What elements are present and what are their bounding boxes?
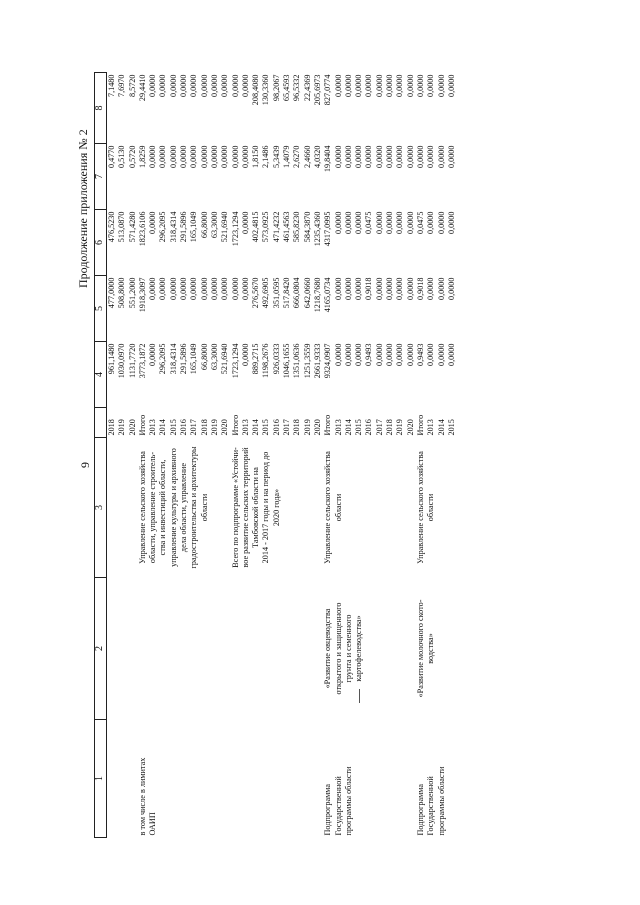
program-label-line: Государственной [426, 776, 436, 836]
executor-line: 2014 - 2017 годы и на период до [261, 451, 271, 564]
header-col-3: 3 [95, 438, 107, 578]
value-cell: 19,8404 [323, 145, 333, 173]
program-label-line: Государственной [333, 776, 343, 836]
value-cell: 1918,3097 [137, 277, 147, 313]
year-cell: 2019 [117, 419, 127, 436]
value-cell: 291,5896 [179, 343, 189, 375]
value-cell: 961,1480 [107, 343, 116, 375]
value-cell: 0,0000 [385, 211, 395, 235]
value-cell: 0,0000 [168, 145, 178, 169]
year-cell: 2016 [364, 419, 374, 436]
year-cell: Итого [415, 414, 425, 436]
executor-line: 2020 года» [271, 488, 281, 527]
header-col-8: 8 [95, 73, 107, 144]
executor-line: ства и инвестиций области, [158, 459, 168, 556]
value-cell: 0,9018 [415, 277, 425, 301]
value-cell: 0,0000 [354, 277, 364, 301]
value-cell: 0,0000 [364, 74, 374, 98]
program-label [138, 720, 231, 838]
value-cell: 0,0000 [333, 211, 343, 235]
value-cell: 0,0000 [385, 277, 395, 301]
value-cell: 0,0000 [436, 343, 446, 367]
value-cell: 165,1049 [189, 211, 199, 243]
value-cell: 1823,6106 [137, 211, 147, 247]
value-cell: 1,8259 [137, 145, 147, 169]
executor-line: области [426, 493, 436, 522]
value-cell: 0,0000 [199, 277, 209, 301]
continuation-heading: Продолжение приложения № 2 [76, 129, 90, 288]
program-label-line: Подпрограмма [415, 783, 425, 836]
value-cell: 0,0000 [446, 145, 456, 169]
value-cell: 29,4410 [137, 74, 147, 102]
value-cell: 3773,1872 [137, 343, 147, 379]
value-cell: 1198,2676 [261, 343, 271, 378]
value-cell: 0,0000 [199, 145, 209, 169]
executor-line: Всего по подпрограмме «Устойчи- [230, 447, 240, 568]
value-cell: 0,0000 [426, 211, 436, 235]
year-cell: 2014 [436, 419, 446, 436]
value-cell: 0,0000 [426, 74, 436, 98]
value-cell: 0,0475 [415, 211, 425, 235]
value-cell: 0,0000 [333, 145, 343, 169]
executor-line: Тамбовской области на [251, 467, 261, 548]
value-cell: 0,0000 [240, 74, 250, 98]
year-cell: Итого [230, 414, 240, 436]
year-cell: 2018 [385, 419, 395, 436]
value-cell: 517,8420 [282, 277, 292, 309]
year-cell: Итого [137, 414, 147, 436]
program-label [231, 720, 324, 838]
value-cell: 521,6940 [220, 343, 230, 375]
subprogram-name-line: «Развитие молочного ското- [415, 599, 425, 698]
value-cell: 0,0000 [168, 74, 178, 98]
value-cell: 571,4280 [127, 211, 137, 243]
value-cell: 0,0000 [405, 211, 415, 235]
value-cell: 1,8150 [251, 145, 261, 169]
program-label-line: в том числе в лимитах [137, 757, 147, 836]
value-cell: 0,0475 [364, 211, 374, 235]
executor [138, 438, 231, 578]
value-cell: 1131,7720 [127, 343, 137, 378]
executor [231, 438, 324, 578]
value-cell: 585,8230 [292, 211, 302, 243]
value-cell: 0,0000 [148, 145, 158, 169]
value-cell: 471,4232 [271, 211, 281, 243]
value-cell: 0,0000 [364, 145, 374, 169]
year-cell: Итого [323, 414, 333, 436]
value-cell: 0,0000 [446, 74, 456, 98]
executor-line: области, управление строитель- [148, 451, 158, 564]
page-number: 9 [78, 462, 92, 468]
value-cell: 0,0000 [230, 74, 240, 98]
value-cell: 0,0000 [158, 145, 168, 169]
value-cell: 4,0320 [312, 145, 322, 169]
value-cell: 208,4080 [251, 74, 261, 106]
value-cell: 1723,1294 [230, 211, 240, 247]
value-cell: 0,0000 [168, 277, 178, 301]
year-cell: 2020 [220, 419, 230, 436]
program-label-line: программы области [343, 766, 353, 836]
value-cell: 476,5230 [107, 211, 116, 243]
value-cell: 0,0000 [148, 343, 158, 367]
value-cell: 0,0000 [220, 145, 230, 169]
value-cell: 66,8000 [199, 343, 209, 371]
executor-line: Управление сельского хозяйства [137, 451, 147, 564]
value-cell: 0,5720 [127, 145, 137, 169]
value-cell: 0,0000 [374, 343, 384, 367]
value-cell: 0,0000 [354, 343, 364, 367]
value-cell: 0,0000 [374, 74, 384, 98]
value-cell: 2,1486 [261, 145, 271, 169]
budget-table [94, 72, 457, 838]
value-cell: 584,3870 [302, 211, 312, 243]
value-cell: 461,4563 [282, 211, 292, 243]
table-row [138, 73, 148, 838]
value-cell: 0,0000 [385, 74, 395, 98]
value-cell: 0,0000 [354, 211, 364, 235]
value-cell: 0,0000 [405, 74, 415, 98]
value-cell: 0,0000 [189, 277, 199, 301]
header-row [95, 73, 107, 838]
value-cell: 0,0000 [426, 343, 436, 367]
value-cell: 0,0000 [354, 74, 364, 98]
value-cell: 7,1480 [107, 74, 116, 98]
executor-line: области [199, 493, 209, 522]
subprogram-name-line: картофелеводства» [354, 615, 364, 682]
value-cell: 0,5130 [117, 145, 127, 169]
value-cell: 0,0000 [395, 277, 405, 301]
value-cell: 0,0000 [343, 277, 353, 301]
year-cell: 2019 [395, 419, 405, 436]
year-cell: 2020 [312, 419, 322, 436]
year-cell: 2018 [107, 419, 116, 436]
value-cell: 0,0000 [436, 211, 446, 235]
table-row [416, 73, 426, 838]
value-cell: 0,0000 [446, 277, 456, 301]
value-cell: 0,0000 [395, 343, 405, 367]
year-cell: 2015 [261, 419, 271, 436]
year-cell: 2017 [189, 419, 199, 436]
value-cell: 8,5720 [127, 74, 137, 98]
value-cell: 0,0000 [405, 145, 415, 169]
value-cell: 0,0000 [333, 74, 343, 98]
value-cell: 1251,3559 [302, 343, 312, 379]
subprogram-name [107, 578, 138, 720]
value-cell: 0,0000 [385, 343, 395, 367]
value-cell: 0,0000 [405, 277, 415, 301]
value-cell: 7,6970 [117, 74, 127, 98]
value-cell: 0,0000 [148, 277, 158, 301]
header-col-year [95, 408, 107, 438]
header-col-2: 2 [95, 578, 107, 720]
value-cell: 0,0000 [230, 145, 240, 169]
value-cell: 0,0000 [230, 277, 240, 301]
value-cell: 0,9493 [415, 343, 425, 367]
value-cell: 0,0000 [148, 211, 158, 235]
subprogram-name [138, 578, 231, 720]
value-cell: 0,0000 [343, 74, 353, 98]
value-cell: 0,0000 [343, 145, 353, 169]
value-cell: 0,0000 [189, 74, 199, 98]
value-cell: 0,4770 [107, 145, 116, 169]
value-cell: 1351,0636 [292, 343, 302, 379]
value-cell: 0,0000 [426, 277, 436, 301]
subprogram-name [231, 578, 324, 720]
value-cell: 0,0000 [405, 343, 415, 367]
value-cell: 0,0000 [209, 145, 219, 169]
value-cell: 0,0000 [179, 145, 189, 169]
subprogram-name [323, 578, 416, 720]
executor-line: вое развитие сельских территорий [240, 447, 250, 568]
value-cell: 296,2095 [158, 211, 168, 243]
year-cell: 2014 [158, 419, 168, 436]
value-cell: 889,2715 [251, 343, 261, 375]
value-cell: 0,0000 [240, 145, 250, 169]
value-cell: 0,0000 [446, 343, 456, 367]
value-cell: 276,5670 [251, 277, 261, 309]
value-cell: 0,0000 [209, 74, 219, 98]
year-cell: 2018 [199, 419, 209, 436]
value-cell: 96,5332 [292, 74, 302, 102]
value-cell: 351,0595 [271, 277, 281, 309]
value-cell: 0,0000 [446, 211, 456, 235]
year-cell: 2020 [127, 419, 137, 436]
executor-line: Управление сельского хозяйства [323, 451, 333, 564]
value-cell: 0,0000 [240, 277, 250, 301]
subprogram-name-line: водства» [426, 633, 436, 664]
value-cell: 492,6905 [261, 277, 271, 309]
value-cell: 0,0000 [415, 74, 425, 98]
value-cell: 1030,0970 [117, 343, 127, 379]
value-cell: 165,1049 [189, 343, 199, 375]
value-cell: 0,0000 [158, 277, 168, 301]
value-cell: 477,0000 [107, 277, 116, 309]
subprogram-name-line: открытого и защищенного [333, 602, 343, 695]
value-cell: 2,4660 [302, 145, 312, 169]
table-row [107, 73, 118, 838]
year-cell: 2017 [374, 419, 384, 436]
value-cell: 0,0000 [220, 277, 230, 301]
value-cell: 0,0000 [189, 145, 199, 169]
value-cell: 0,0000 [333, 277, 343, 301]
year-cell: 2013 [333, 419, 343, 436]
year-cell: 2019 [209, 419, 219, 436]
value-cell: 318,4314 [168, 343, 178, 375]
executor-line: области [333, 493, 343, 522]
program-label [323, 720, 416, 838]
value-cell: 551,2000 [127, 277, 137, 309]
value-cell: 0,0000 [426, 145, 436, 169]
value-cell: 0,0000 [158, 74, 168, 98]
table-body [107, 73, 458, 838]
value-cell: 0,0000 [385, 145, 395, 169]
value-cell: 0,0000 [436, 145, 446, 169]
value-cell: 65,4593 [282, 74, 292, 102]
value-cell: 66,8000 [199, 211, 209, 239]
value-cell: 318,4314 [168, 211, 178, 243]
executor-line: градостроительства и архитектуры [189, 446, 199, 569]
program-label-line: программы области [436, 766, 446, 836]
header-col-1: 1 [95, 720, 107, 838]
year-cell: 2015 [168, 419, 178, 436]
value-cell: 0,0000 [343, 211, 353, 235]
value-cell: 508,8000 [117, 277, 127, 309]
subprogram-name-line: «Развитие овцеводства [323, 608, 333, 689]
year-cell: 2018 [292, 419, 302, 436]
executor [107, 438, 138, 578]
value-cell: 63,3000 [209, 211, 219, 239]
value-cell: 2,6270 [292, 145, 302, 169]
value-cell: 0,0000 [209, 277, 219, 301]
value-cell: 205,6973 [312, 74, 322, 106]
executor-line: дела области, управление [179, 462, 189, 553]
header-col-5: 5 [95, 276, 107, 342]
value-cell: 0,0000 [374, 211, 384, 235]
value-cell: 0,9493 [364, 343, 374, 367]
table-row [231, 73, 241, 838]
value-cell: 0,0000 [354, 145, 364, 169]
value-cell: 0,0000 [343, 343, 353, 367]
value-cell: 0,0000 [179, 74, 189, 98]
program-label [107, 720, 138, 838]
value-cell: 0,0000 [179, 277, 189, 301]
year-cell: 2013 [240, 419, 250, 436]
value-cell: 642,0660 [302, 277, 312, 309]
header-col-4: 4 [95, 342, 107, 408]
value-cell: 573,0925 [261, 211, 271, 243]
year-cell: 2014 [343, 419, 353, 436]
value-cell: 0,0000 [220, 74, 230, 98]
value-cell: 0,0000 [199, 74, 209, 98]
value-cell: 402,4815 [251, 211, 261, 243]
value-cell: 0,0000 [395, 211, 405, 235]
year-cell: 2013 [426, 419, 436, 436]
value-cell: 1046,1655 [282, 343, 292, 379]
value-cell: 4317,0995 [323, 211, 333, 247]
value-cell: 0,0000 [395, 145, 405, 169]
subprogram-name [416, 578, 457, 720]
header-col-7: 7 [95, 144, 107, 210]
program-label [416, 720, 457, 838]
value-cell: 1218,7680 [312, 277, 322, 313]
rotated-document-page [74, 68, 564, 848]
value-cell: 98,2067 [271, 74, 281, 102]
year-cell: 2020 [405, 419, 415, 436]
value-cell: 296,2095 [158, 343, 168, 375]
value-cell: 4165,0734 [323, 277, 333, 313]
value-cell: 9324,0907 [323, 343, 333, 379]
value-cell: 0,0000 [436, 74, 446, 98]
value-cell: 0,0000 [415, 145, 425, 169]
value-cell: 63,3000 [209, 343, 219, 371]
executor-line: Управление сельского хозяйства [415, 451, 425, 564]
value-cell: 521,6940 [220, 211, 230, 243]
value-cell: 513,0870 [117, 211, 127, 243]
header-col-6: 6 [95, 210, 107, 276]
program-label-line: Подпрограмма [323, 783, 333, 836]
value-cell: 0,0000 [333, 343, 343, 367]
year-cell: 2015 [446, 419, 456, 436]
year-cell: 2013 [148, 419, 158, 436]
year-cell: 2017 [282, 419, 292, 436]
value-cell: 1,4079 [282, 145, 292, 169]
value-cell: 0,9018 [364, 277, 374, 301]
year-cell: 2016 [179, 419, 189, 436]
year-cell: 2019 [302, 419, 312, 436]
table-row [323, 73, 333, 838]
value-cell: 0,0000 [395, 74, 405, 98]
value-cell: 0,0000 [374, 277, 384, 301]
value-cell: 0,0000 [240, 343, 250, 367]
year-cell: 2014 [251, 419, 261, 436]
value-cell: 827,0774 [323, 74, 333, 106]
year-cell: 2015 [354, 419, 364, 436]
value-cell: 0,0000 [374, 145, 384, 169]
value-cell: 926,0333 [271, 343, 281, 375]
value-cell: 5,3439 [271, 145, 281, 169]
executor-line: управление культуры и архивного [168, 448, 178, 567]
value-cell: 666,0804 [292, 277, 302, 309]
value-cell: 0,0000 [240, 211, 250, 235]
value-cell: 2661,9333 [312, 343, 322, 379]
margin-mark [359, 689, 360, 703]
executor [323, 438, 416, 578]
value-cell: 0,0000 [436, 277, 446, 301]
value-cell: 1235,4360 [312, 211, 322, 247]
value-cell: 291,5896 [179, 211, 189, 243]
executor [416, 438, 457, 578]
year-cell: 2016 [271, 419, 281, 436]
value-cell: 0,0000 [148, 74, 158, 98]
subprogram-name-line: грунта и семенного [343, 614, 353, 683]
value-cell: 1723,1294 [230, 343, 240, 379]
value-cell: 22,4369 [302, 74, 312, 102]
program-label-line: ОАИП [148, 812, 158, 836]
value-cell: 130,3360 [261, 74, 271, 106]
